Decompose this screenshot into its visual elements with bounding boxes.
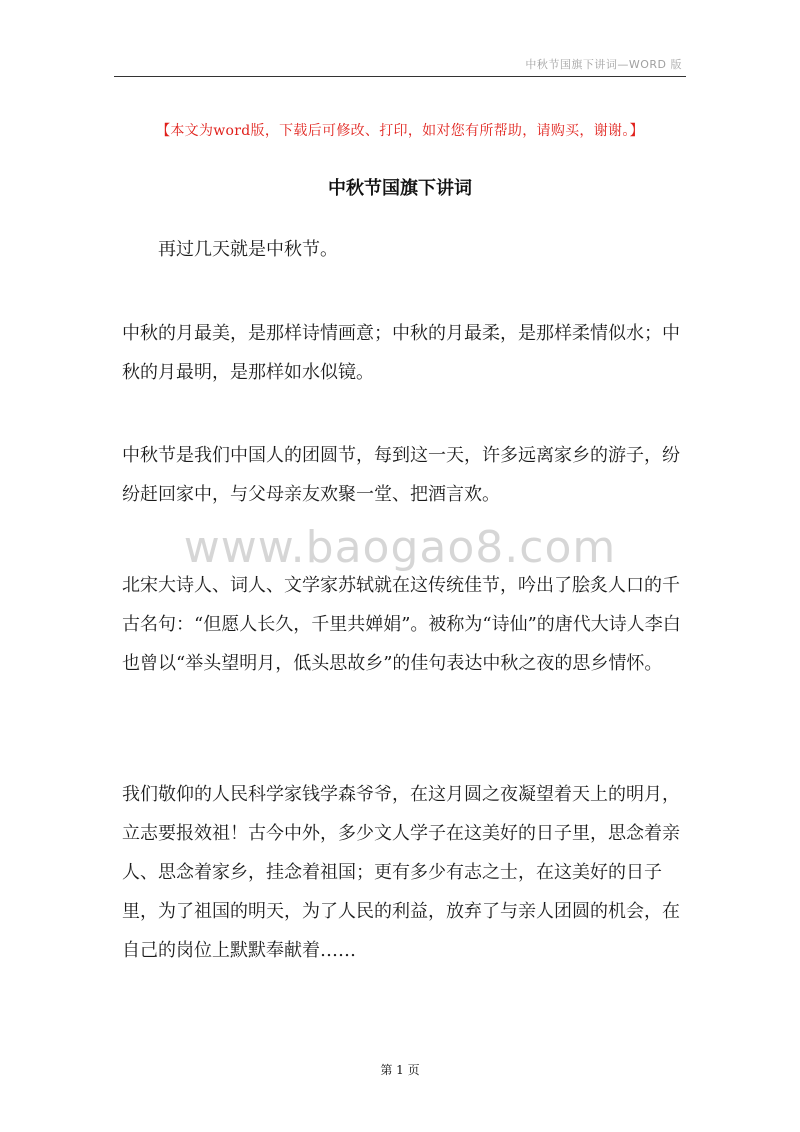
paragraph-4: 北宋大诗人、词人、文学家苏轼就在这传统佳节，吟出了脍炙人口的千古名句：“但愿人长久，千里共婵娟”。被称为“诗仙”的唐代大诗人李白也曾以“举头望明月，低头思故乡”的佳句表达中秋之夜的思乡情怀。	[122, 575, 681, 674]
paragraph-5: 我们敬仰的人民科学家钱学森爷爷，在这月圆之夜凝望着天上的明月，立志要报效祖！古今中外，多少文人学子在这美好的日子里，思念着亲人、思念着家乡，挂念着祖国；更有多少有志之士，在这美好的日子里，为了祖国的明天，为了人民的利益，放弃了与亲人团圆的机会，在自己的岗位上默默奉献着……	[122, 784, 680, 961]
watermark: www.baogao8.com	[183, 522, 617, 573]
document-title: 中秋节国旗下讲词	[328, 178, 472, 199]
paragraph-2: 中秋的月最美，是那样诗情画意；中秋的月最柔，是那样柔情似水；中秋的月最明，是那样如水似镜。	[122, 323, 680, 383]
header-divider	[114, 76, 686, 77]
paragraph-1: 再过几天就是中秋节。	[158, 239, 338, 260]
purchase-notice: 【本文为word版，下载后可修改、打印，如对您有所帮助，请购买，谢谢。】	[156, 123, 644, 139]
paragraph-3: 中秋节是我们中国人的团圆节，每到这一天，许多远离家乡的游子，纷纷赶回家中，与父母亲友欢聚一堂、把酒言欢。	[122, 445, 680, 505]
page-number: 第 1 页	[380, 1063, 420, 1077]
running-header: 中秋节国旗下讲词—WORD 版	[525, 58, 682, 71]
